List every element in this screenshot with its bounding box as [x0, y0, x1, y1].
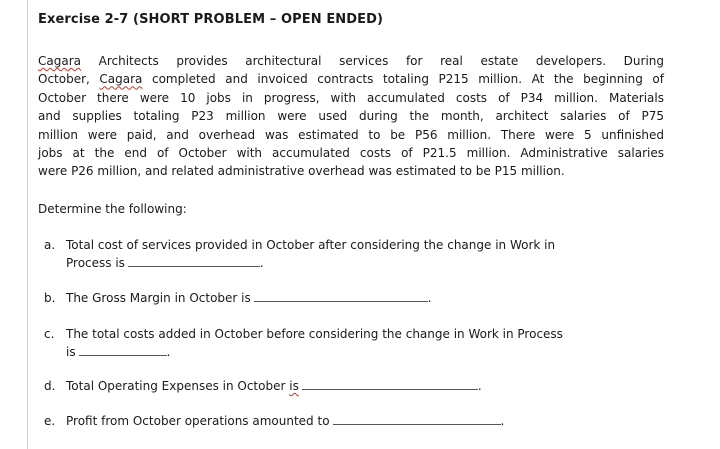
paragraph-line: October there were 10 jobs in progress, with accumulated costs of P34 million. Materials	[38, 90, 664, 105]
question-c: c. The total costs added in October before considering the change in Work in Process is .	[44, 327, 563, 359]
question-continuation: is	[66, 345, 76, 359]
spellcheck-word: is	[289, 379, 299, 393]
question-letter: e.	[44, 414, 56, 428]
question-continuation: Process is	[66, 256, 125, 270]
spellcheck-word: Cagara	[38, 54, 81, 68]
spellcheck-word: Cagara	[99, 72, 143, 87]
question-text: Total Operating Expenses in October	[66, 379, 286, 393]
answer-blank[interactable]	[254, 289, 428, 302]
paragraph-line: were P26 million, and related administrative overhead was estimated to be P15 million.	[38, 164, 565, 179]
answer-blank[interactable]	[128, 254, 260, 267]
question-letter: b.	[44, 291, 56, 305]
exercise-title: Exercise 2-7 (SHORT PROBLEM – OPEN ENDED)	[38, 12, 384, 27]
question-text: The total costs added in October before considering the change in Work in Process	[66, 327, 563, 341]
paragraph-line: and supplies totaling P23 million were used during the month, architect salaries of P75	[38, 109, 664, 124]
problem-paragraph	[38, 52, 664, 181]
question-letter: c.	[44, 327, 55, 341]
question-e: e. Profit from October operations amounted to .	[44, 414, 505, 428]
question-letter: d.	[44, 379, 56, 393]
paragraph-line: million were paid, and overhead was estimated to be P56 million. There were 5 unfinished	[38, 127, 664, 142]
question-text: Total cost of services provided in October after considering the change in Work in	[66, 238, 556, 252]
question-d: d. Total Operating Expenses in October is .	[44, 379, 482, 393]
left-margin-rule	[27, 0, 28, 449]
instruction-text: Determine the following:	[38, 202, 187, 216]
answer-blank[interactable]	[79, 343, 167, 356]
answer-blank[interactable]	[302, 377, 478, 390]
question-letter: a.	[44, 238, 56, 252]
paragraph-line: October, Cagara completed and invoiced contracts totaling P215 million. At the beginning of	[38, 72, 665, 87]
question-text: Profit from October operations amounted to	[66, 414, 330, 428]
paragraph-line: Cagara Architects provides architectural services for real estate developers. During	[38, 54, 664, 68]
question-a: a. Total cost of services provided in October after considering the change in Work in Process is .	[44, 238, 556, 270]
question-text: The Gross Margin in October is	[66, 291, 251, 305]
question-b: b. The Gross Margin in October is .	[44, 291, 432, 305]
paragraph-line: jobs at the end of October with accumulated costs of P21.5 million. Administrative salaries	[38, 146, 664, 161]
answer-blank[interactable]	[333, 412, 501, 425]
